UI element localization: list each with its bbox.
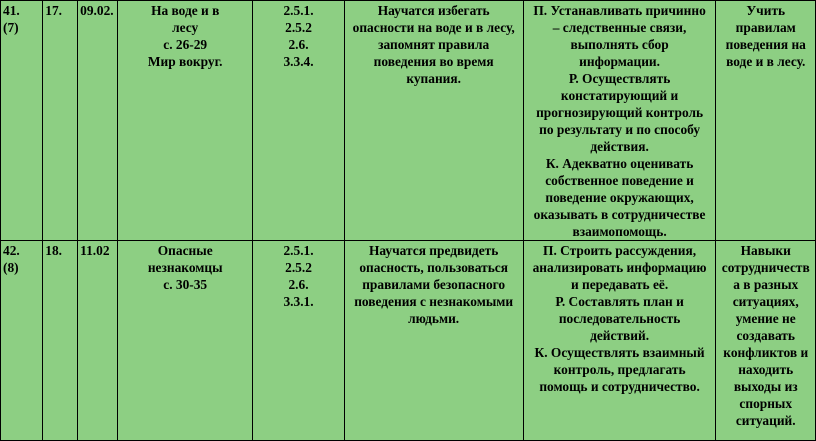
text-line: информации. (579, 54, 660, 69)
results-cell (344, 241, 523, 441)
text-line: Мир вокруг. (147, 54, 223, 69)
lesson-date (80, 2, 115, 19)
text-line: лесу (172, 20, 199, 35)
planned-results (347, 242, 521, 327)
lesson-index (45, 2, 75, 19)
text-line: выполнять сбор (570, 37, 669, 52)
text-line: взаимопомощь. (572, 224, 667, 239)
lesson-index-cell (43, 1, 78, 241)
text-line: действий. (590, 328, 650, 343)
text-line: 09.02. (80, 3, 114, 18)
text-line: На воде и в (151, 3, 220, 18)
lesson-topic (120, 242, 250, 293)
text-line: поведение окружающих, (545, 190, 694, 205)
text-line: анализировать информацию (532, 260, 707, 275)
text-line: 18. (45, 243, 63, 258)
lesson-number (3, 2, 40, 36)
text-line: создавать (736, 328, 795, 343)
learning-activities (526, 242, 714, 395)
text-line: 2.6. (288, 37, 309, 52)
text-line: П. Устанавливать причинно (533, 3, 706, 18)
table-row (1, 1, 816, 241)
lesson-date (80, 242, 115, 259)
planned-results (347, 2, 521, 87)
activity-goal (718, 242, 813, 429)
topic-cell (118, 1, 253, 241)
text-line: купания. (406, 71, 461, 86)
text-line: 2.6. (288, 277, 309, 292)
activity-goal (718, 2, 813, 70)
text-line: 42. (3, 243, 20, 258)
text-line: 41. (3, 3, 20, 18)
text-line: 3.3.4. (283, 54, 314, 69)
text-line: выходы из (733, 379, 798, 394)
text-line: последовательность (558, 311, 681, 326)
text-line: по результату и по способу (539, 122, 701, 137)
text-line: Р. Составлять план и (555, 294, 684, 309)
lesson-number-cell (1, 241, 43, 441)
results-cell (344, 1, 523, 241)
text-line: К. Адекватно оценивать (545, 156, 694, 171)
text-line: Опасные (157, 243, 213, 258)
codes-cell (253, 1, 344, 241)
lesson-index-cell (43, 241, 78, 441)
text-line: К. Осуществлять взаимный (534, 345, 705, 360)
text-line: собственное поведение и (545, 173, 694, 188)
text-line: поведения с незнакомыми (354, 294, 514, 309)
activity-cell (716, 1, 816, 241)
lesson-topic (120, 2, 250, 70)
text-line: 2.5.2 (285, 20, 312, 35)
text-line: воде и в лесу. (726, 54, 806, 69)
text-line: 2.5.1. (283, 3, 314, 18)
text-line: 17. (45, 3, 63, 18)
text-line: 2.5.1. (283, 243, 314, 258)
codes-cell (253, 241, 344, 441)
text-line: 11.02 (80, 243, 110, 258)
text-line: прогнозирующий контроль (536, 105, 704, 120)
text-line: действия. (590, 139, 649, 154)
text-line: людьми. (408, 311, 460, 326)
text-line: (7) (3, 20, 19, 35)
uud-cell (523, 1, 716, 241)
text-line: 3.3.1. (283, 294, 314, 309)
text-line: опасность, пользоваться (359, 260, 508, 275)
table-row (1, 241, 816, 441)
text-line: поведения во время (373, 54, 494, 69)
text-line: Навыки (740, 243, 791, 258)
text-line: оказывать в сотрудничестве (533, 207, 706, 222)
text-line: поведения на (725, 37, 806, 52)
lesson-number (3, 242, 40, 276)
text-line: Р. Осуществлять (568, 71, 671, 86)
text-line: правилам (735, 20, 796, 35)
text-line: Учить (746, 3, 786, 18)
text-line: Научатся избегать (377, 3, 490, 18)
lesson-index (45, 242, 75, 259)
text-line: умение не (735, 311, 796, 326)
date-cell (78, 1, 118, 241)
text-line: сотрудничеств (721, 260, 810, 275)
text-line: правилами безопасного (362, 277, 506, 292)
text-line: – следственные связи, (552, 20, 687, 35)
text-line: (8) (3, 260, 19, 275)
text-line: опасности на воде и в лесу, (352, 20, 515, 35)
text-line: ситуациях, (732, 294, 799, 309)
text-line: незнакомцы (147, 260, 223, 275)
learning-activities (526, 2, 714, 240)
text-line: констатирующий и (560, 88, 679, 103)
date-cell (78, 241, 118, 441)
text-line: с. 26-29 (163, 37, 208, 52)
text-line: запомнят правила (378, 37, 490, 52)
text-line: ситуаций. (735, 413, 796, 428)
text-line: Научатся предвидеть (368, 243, 499, 258)
lesson-number-cell (1, 1, 43, 241)
text-line: и передавать её. (570, 277, 669, 292)
text-line: конфликтов и (723, 345, 809, 360)
uud-cell (523, 241, 716, 441)
activity-cell (716, 241, 816, 441)
text-line: помощь и сотрудничество. (539, 379, 700, 394)
requirement-codes (255, 242, 341, 310)
text-line: 2.5.2 (285, 260, 312, 275)
text-line: П. Строить рассуждения, (543, 243, 697, 258)
requirement-codes (255, 2, 341, 70)
text-line: контроль, предлагать (553, 362, 686, 377)
text-line: с. 30-35 (163, 277, 208, 292)
text-line: а в разных (733, 277, 799, 292)
topic-cell (118, 241, 253, 441)
text-line: находить (738, 362, 794, 377)
text-line: спорных (739, 396, 793, 411)
